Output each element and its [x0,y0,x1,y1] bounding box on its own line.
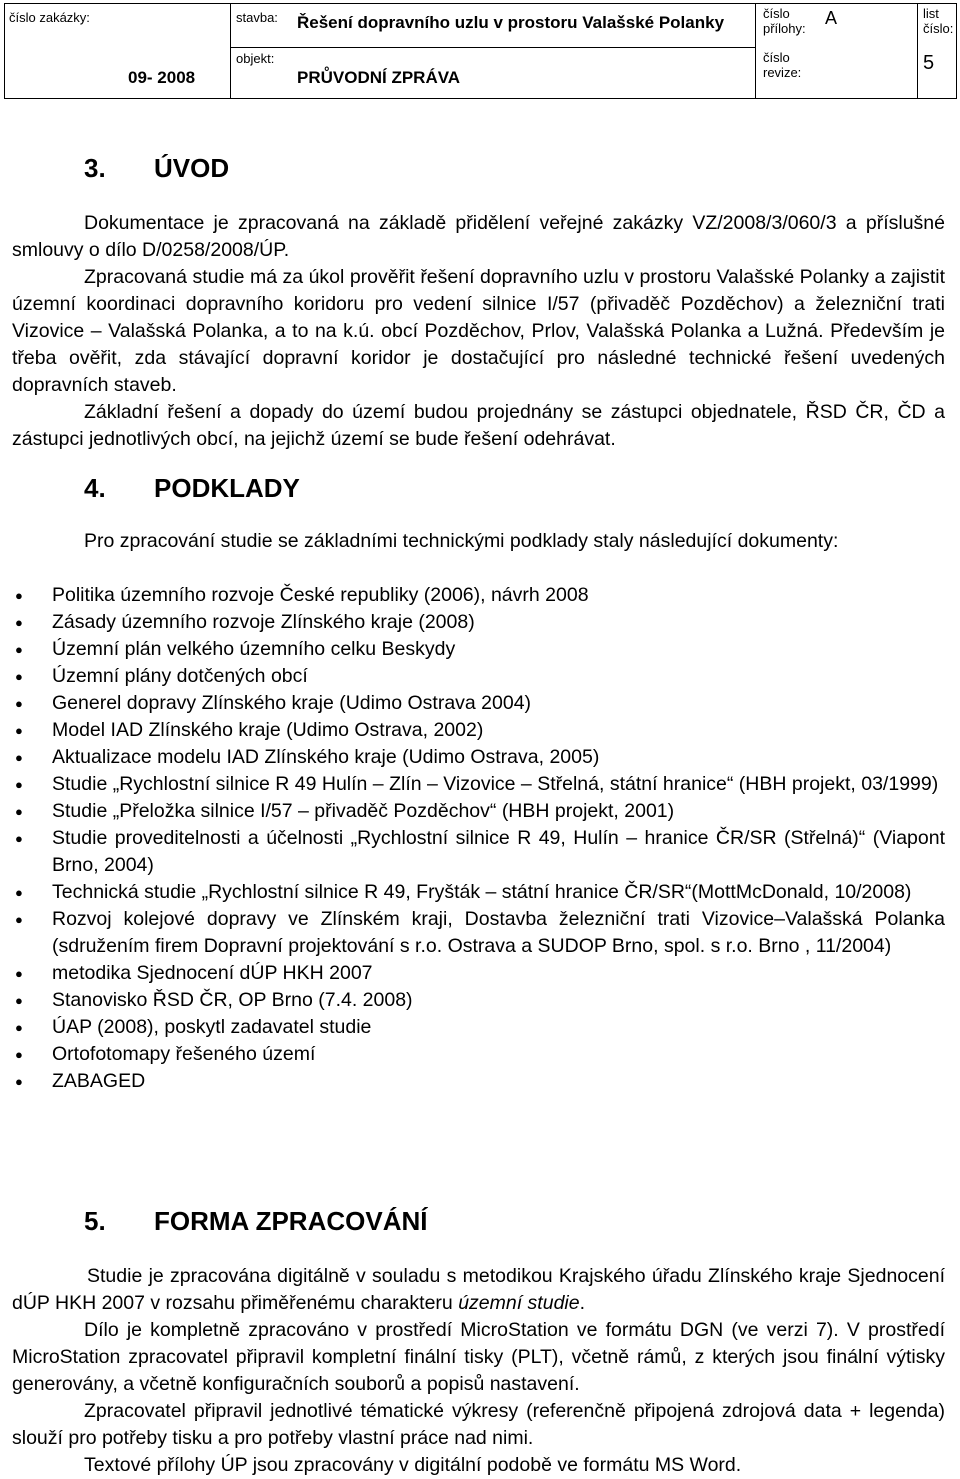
paragraph-text: . [579,1292,586,1314]
paragraph-text: Dokumentace je zpracovaná na základě přidělení veřejné zakázky VZ/2008/3/060/3 a příslušné smlouvy o dílo D/0258/2008/ÚP. [12,212,945,261]
revision-label-2: revize: [763,65,802,80]
list-item: ● Aktualizace modelu IAD Zlínského kraje (Udimo Ostrava, 2005) [12,744,945,771]
paragraph-text: Pro zpracování studie se základními technickými podklady staly následující dokumenty: [84,530,839,552]
order-number-label: číslo zakázky: [9,10,90,25]
paragraph [12,264,945,399]
list-item: ● metodika Sjednocení dÚP HKH 2007 [12,960,945,987]
list-item: ● ZABAGED [12,1068,945,1095]
paragraph-text: Základní řešení a dopady do území budou projednány se zástupci objednatele, ŘSD ČR, ČD a zástupci jednotlivých obcí, na jejichž území se bude řešení odehrávat. [12,401,945,450]
list-item: ● Rozvoj kolejové dopravy ve Zlínském kraji, Dostavba železniční trati Vizovice–Valašská Polanka (sdružením firem Dopravní projektování s r.o. Ostrava a SUDOP Brno, spol. s r.o. Brno , 11/2004) [12,906,945,960]
list-item: ● Územní plány dotčených obcí [12,663,945,690]
section-heading [84,153,229,184]
paragraph [12,1317,945,1398]
header-divider [230,47,755,48]
sheet-label: list [923,6,939,21]
section-heading [84,1206,427,1237]
attachment-value: A [825,8,838,28]
paragraph-text: Zpracovatel připravil jednotlivé tématické výkresy (referenčně připojená zdrojová data + legenda) slouží pro potřeby tisku a pro potřeby vlastní práce nad nimi. [12,1400,945,1449]
header-divider [230,4,231,98]
section-number: 4. [84,473,106,503]
paragraph [12,1452,945,1479]
paragraph [12,528,945,555]
paragraph-text: Dílo je kompletně zpracováno v prostředí MicroStation ve formátu DGN (ve verzi 7). V prostředí MicroStation zpracovatel připravil kompletní finální tisky (PLT), včetně rámů, z kterých jsou finální výtisky generovány, a včetně konfiguračních souborů a popisů nastavení. [12,1319,945,1395]
object-value: PRŮVODNÍ ZPRÁVA [297,68,461,87]
list-item: ● Politika územního rozvoje České republiky (2006), návrh 2008 [12,582,945,609]
section-heading [84,473,300,504]
object-label: objekt: [236,51,275,66]
paragraph-text: Zpracovaná studie má za úkol prověřit řešení dopravního uzlu v prostoru Valašské Polanky a zajistit územní koordinaci dopravního koridoru pro vedení silnice I/57 (přivaděč Pozděchov) a železniční trati Vizovice – Valašská Polanka, a to na k.ú. obcí Pozděchov, Prlov, Valašská Polanka a Lužná. Především je třeba ověřit, zda stávající dopravní koridor je dostačující pro následné technické řešení uvedených dopravních staveb. [12,266,945,396]
list-item: ● Zásady územního rozvoje Zlínského kraje (2008) [12,609,945,636]
attachment-label: číslo [763,6,790,21]
header-divider [917,4,918,98]
paragraph-text: Textové přílohy ÚP jsou zpracovány v digitální podobě ve formátu MS Word. [84,1454,742,1476]
list-item: ● Studie „Rychlostní silnice R 49 Hulín – Zlín – Vizovice – Střelná, státní hranice“ (HBH projekt, 03/1999) [12,771,945,798]
section-title: ÚVOD [154,153,230,183]
list-item: ● Studie „Přeložka silnice I/57 – přivaděč Pozděchov“ (HBH projekt, 2001) [12,798,945,825]
section-title: FORMA ZPRACOVÁNÍ [154,1206,428,1236]
paragraph-italic-text: územní studie [458,1292,580,1314]
header-divider [755,4,756,98]
paragraph [12,210,945,264]
sources-list [12,582,945,1095]
paragraph-text: Studie je zpracována digitálně v souladu s metodikou Krajského úřadu Zlínského kraje Sjednocení dÚP HKH 2007 v rozsahu přiměřenému charakteru [12,1265,945,1314]
section-title: PODKLADY [154,473,300,503]
section-number: 3. [84,153,106,183]
revision-label: číslo [763,50,790,65]
paragraph [12,1263,945,1317]
construction-value: Řešení dopravního uzlu v prostoru Valašské Polanky [297,13,725,32]
order-number-value: 09- 2008 [128,68,196,87]
section-number: 5. [84,1206,106,1236]
sheet-number: 5 [923,52,935,74]
document-header [4,3,957,99]
list-item: ● Technická studie „Rychlostní silnice R 49, Fryšták – státní hranice ČR/SR“(MottMcDonald, 10/2008) [12,879,945,906]
sheet-label-2: číslo: [923,21,954,36]
list-item: ● Studie proveditelnosti a účelnosti „Rychlostní silnice R 49, Hulín – hranice ČR/SR (Střelná)“ (Viapont Brno, 2004) [12,825,945,879]
list-item: ● Stanovisko ŘSD ČR, OP Brno (7.4. 2008) [12,987,945,1014]
paragraph [12,399,945,453]
list-item: ● Ortofotomapy řešeného území [12,1041,945,1068]
list-item: ● Generel dopravy Zlínského kraje (Udimo Ostrava 2004) [12,690,945,717]
construction-label: stavba: [236,10,278,25]
list-item: ● Územní plán velkého územního celku Beskydy [12,636,945,663]
list-item: ● Model IAD Zlínského kraje (Udimo Ostrava, 2002) [12,717,945,744]
attachment-label-2: přílohy: [763,21,806,36]
paragraph [12,1398,945,1452]
list-item: ● ÚAP (2008), poskytl zadavatel studie [12,1014,945,1041]
